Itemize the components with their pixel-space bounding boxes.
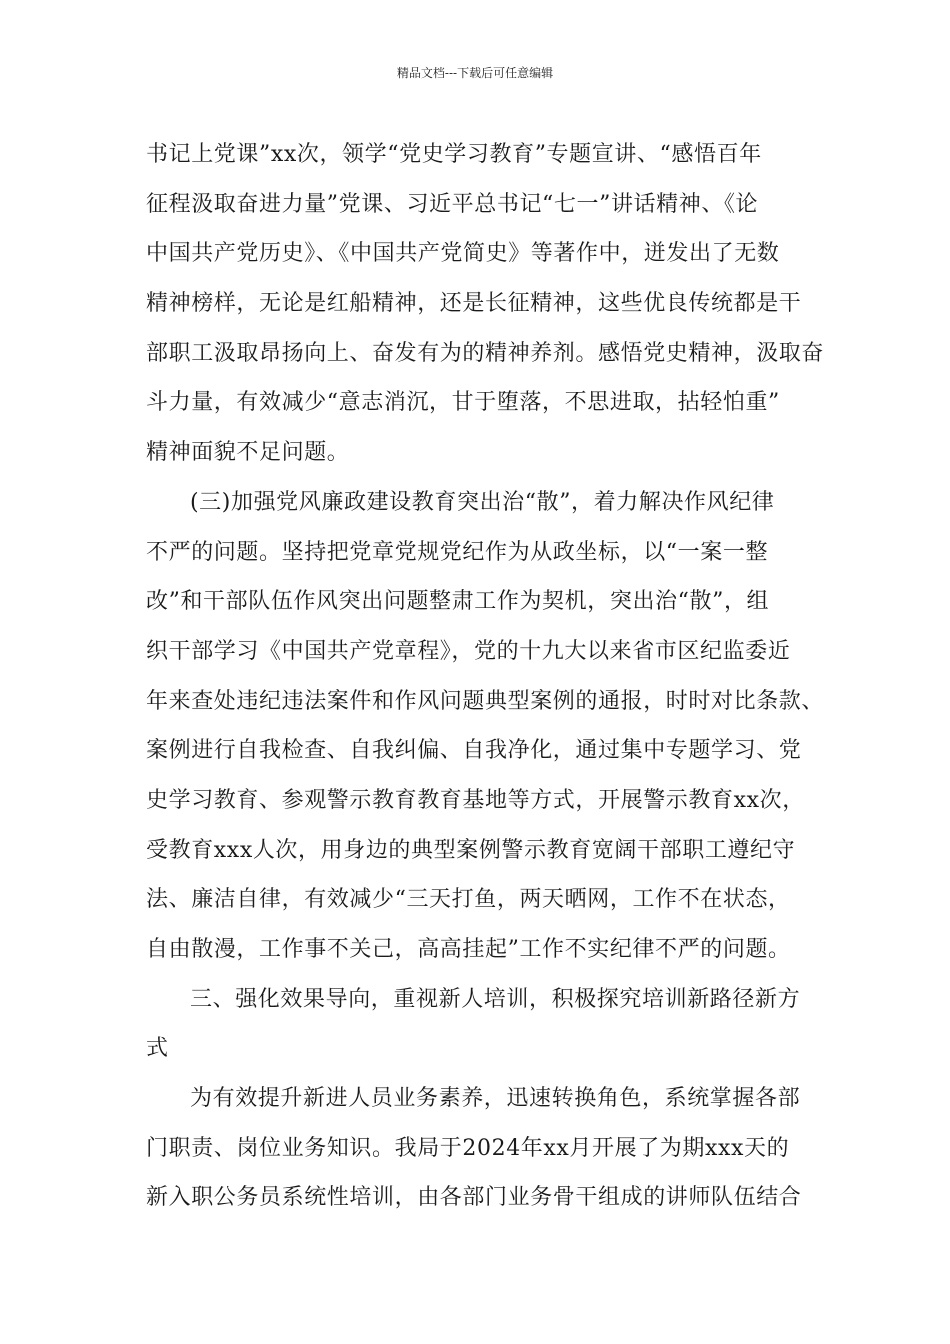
text-line: 案例进行自我检查、自我纠偏、自我净化，通过集中专题学习、党: [146, 738, 802, 764]
text-line: 三、强化效果导向，重视新人培训，积极探究培训新路径新方: [190, 986, 801, 1012]
document-body: [146, 130, 846, 1223]
text-line: 新入职公务员系统性培训，由各部门业务骨干组成的讲师队伍结合: [146, 1185, 802, 1211]
text-line: 织干部学习《中国共产党章程》，党的十九大以来省市区纪监委近: [146, 638, 791, 664]
text-line: 斗力量，有效减少“意志消沉，甘于堕落，不思进取，拈轻怕重”: [146, 390, 780, 416]
text-line: 精神面貌不足问题。: [146, 440, 350, 466]
text-line: 精神榜样，无论是红船精神，还是长征精神，这些优良传统都是干: [146, 291, 802, 317]
text-line: 书记上党课”xx次，领学“党史学习教育”专题宣讲、“感悟百年: [146, 142, 762, 167]
page-header: 精品文档---下载后可任意编辑: [396, 66, 554, 80]
text-line: 不严的问题。坚持把党章党规党纪作为从政坐标，以“一案一整: [146, 539, 769, 565]
paragraph: [146, 130, 846, 478]
text-line: 为有效提升新进人员业务素养，迅速转换角色，系统掌握各部: [190, 1086, 801, 1112]
text-line: (三)加强党风廉政建设教育突出治“散”，着力解决作风纪律: [190, 489, 775, 515]
text-line: 年来查处违纪违法案件和作风问题典型案例的通报，时时对比条款、: [146, 688, 825, 714]
text-line: 改”和干部队伍作风突出问题整肃工作为契机，突出治“散”，组: [146, 589, 770, 615]
text-line: 部职工汲取昂扬向上、奋发有为的精神养剂。感悟党史精神，汲取奋: [146, 340, 825, 366]
text-line: 自由散漫，工作事不关己，高高挂起”工作不实纪律不严的问题。: [146, 937, 791, 962]
text-line: 中国共产党历史》、《中国共产党简史》等著作中，迸发出了无数: [146, 241, 780, 267]
text-line: 法、廉洁自律，有效减少“三天打鱼，两天晒网，工作不在状态，: [146, 887, 791, 913]
text-line: 征程汲取奋进力量”党课、习近平总书记“七一”讲话精神、《论: [146, 191, 759, 217]
section-heading: [146, 975, 846, 1074]
paragraph: [146, 478, 846, 975]
paragraph: [146, 1074, 846, 1223]
text-line: 式: [146, 1036, 169, 1062]
text-line: 受教育xxx人次，用身边的典型案例警示教育宽阔干部职工遵纪守: [146, 837, 796, 863]
text-line: 门职责、岗位业务知识。我局于2024年xx月开展了为期xxx天的: [146, 1135, 790, 1161]
text-line: 史学习教育、参观警示教育教育基地等方式，开展警示教育xx次，: [146, 787, 805, 813]
